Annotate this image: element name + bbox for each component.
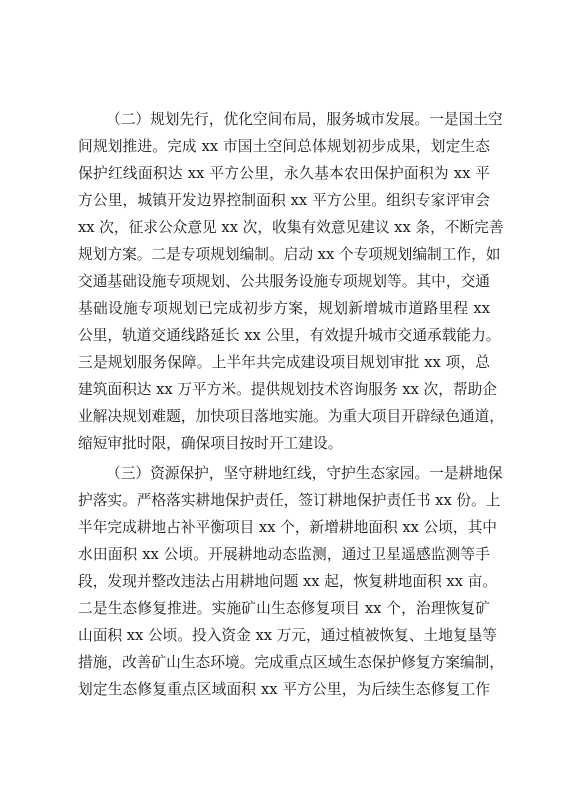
paragraph-2-line-5: xx 次，征求公众意见 xx 次，收集有效意见建议 xx 条，不断完善: [78, 219, 504, 236]
paragraph-2-line-12: 业解决规划难题，加快项目落地实施。为重大项目开辟绿色通道，: [78, 408, 504, 425]
paragraph-2-line-10: 三是规划服务保障。上半年共完成建设项目规划审批 xx 项，总: [78, 354, 490, 371]
paragraph-3-line-6: 二是生态修复推进。实施矿山生态修复项目 xx 个，治理恢复矿: [78, 600, 490, 617]
paragraph-3-line-2: 护落实。严格落实耕地保护责任，签订耕地保护责任书 xx 份。上: [78, 492, 501, 509]
paragraph-2-line-2: 间规划推进。完成 xx 市国土空间总体规划初步成果，划定生态: [78, 138, 490, 155]
paragraph-3-line-4: 水田面积 xx 公顷。开展耕地动态监测，通过卫星遥感监测等手: [78, 546, 490, 563]
paragraph-3-line-1: （三）资源保护，坚守耕地红线，守护生态家园。一是耕地保: [106, 465, 503, 482]
paragraph-2-line-7: 交通基础设施专项规划、公共服务设施专项规划等。其中，交通: [78, 273, 490, 290]
paragraph-3-line-8: 措施，改善矿山生态环境。完成重点区域生态保护修复方案编制，: [78, 654, 504, 671]
paragraph-2-line-4: 方公里，城镇开发边界控制面积 xx 平方公里。组织专家评审会: [78, 192, 490, 209]
paragraph-2-line-8: 基础设施专项规划已完成初步方案，规划新增城市道路里程 xx: [78, 300, 490, 317]
paragraph-2-line-6: 规划方案。二是专项规划编制。启动 xx 个专项规划编制工作，如: [78, 246, 501, 263]
paragraph-2-line-9: 公里，轨道交通线路延长 xx 公里，有效提升城市交通承载能力。: [78, 327, 501, 344]
paragraph-2-line-11: 建筑面积达 xx 万平方米。提供规划技术咨询服务 xx 次，帮助企: [78, 381, 497, 398]
paragraph-3-line-9: 划定生态修复重点区域面积 xx 平方公里，为后续生态修复工作: [78, 681, 490, 698]
paragraph-3-line-7: 山面积 xx 公顷。投入资金 xx 万元，通过植被恢复、土地复垦等: [78, 627, 497, 644]
paragraph-2-line-1: （二）规划先行，优化空间布局，服务城市发展。一是国土空: [106, 111, 503, 128]
paragraph-3-line-3: 半年完成耕地占补平衡项目 xx 个，新增耕地面积 xx 公顷，其中: [78, 519, 497, 536]
paragraph-3-line-5: 段，发现并整改违法占用耕地问题 xx 起，恢复耕地面积 xx 亩。: [78, 573, 497, 590]
paragraph-2-line-3: 保护红线面积达 xx 平方公里，永久基本农田保护面积为 xx 平: [78, 165, 490, 182]
paragraph-2-line-13: 缩短审批时限，确保项目按时开工建设。: [78, 435, 343, 452]
